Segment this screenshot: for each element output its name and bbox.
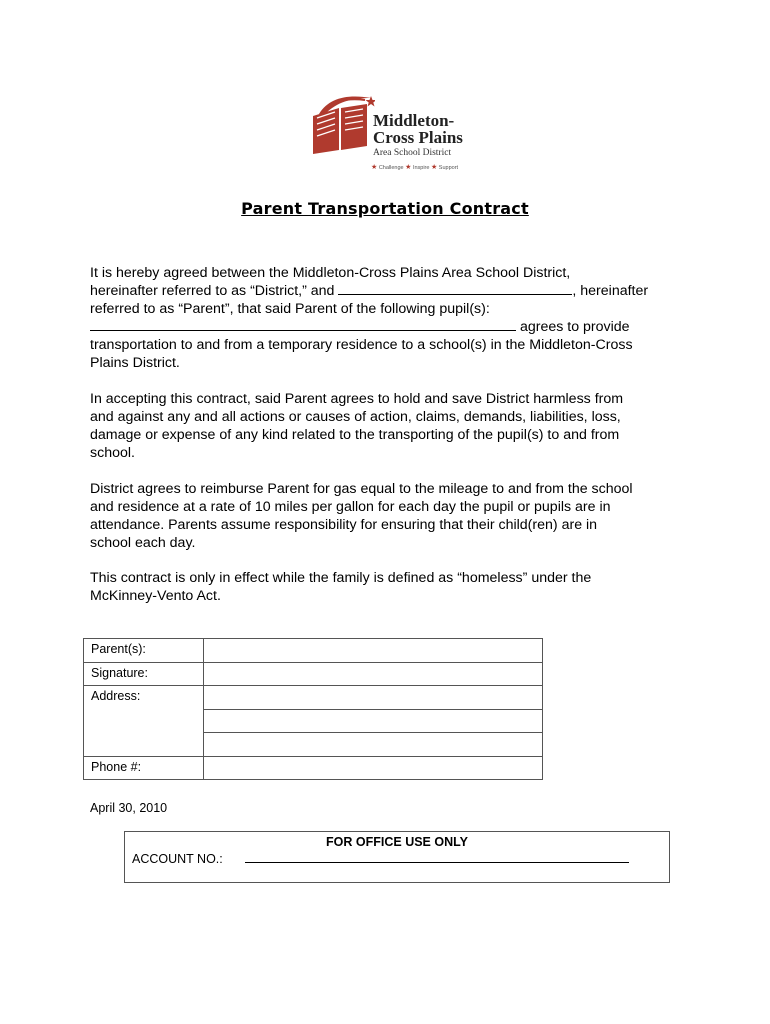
phone-field[interactable] bbox=[204, 756, 543, 780]
parents-field[interactable] bbox=[204, 639, 543, 663]
liability-paragraph: In accepting this contract, said Parent agrees to hold and save District harmless from and against any and all actions or causes of action, claims, demands, liabilities, loss, damage or expense of any kind related to the transporting of the pupil(s) to and from school. bbox=[90, 391, 624, 461]
star-icon: ★ bbox=[430, 164, 438, 171]
star-icon: ★ bbox=[405, 164, 412, 171]
logo-wordmark: Middleton- Cross Plains bbox=[373, 111, 463, 147]
homeless-clause-paragraph: This contract is only in effect while the family is defined as “homeless” under the McKinney-Vento Act. bbox=[90, 570, 592, 604]
agreement-paragraph: It is hereby agreed between the Middleton-Cross Plains Area School District, hereinafter referred to as “District,” and , hereinafter referred to as “Parent”, that said Parent of the following pupil(s): agrees to provide transportation to and from a temporary residence to a school(s) in the Middleton-Cross Plains District. bbox=[90, 265, 649, 371]
address-field-line2[interactable] bbox=[204, 709, 543, 733]
parents-label: Parent(s): bbox=[84, 639, 204, 663]
table-row bbox=[84, 639, 543, 663]
signature-label: Signature: bbox=[84, 662, 204, 686]
office-use-title: FOR OFFICE USE ONLY bbox=[326, 835, 468, 849]
address-field-line3[interactable] bbox=[204, 733, 543, 757]
star-icon: ★ bbox=[371, 164, 378, 171]
book-logo-icon bbox=[305, 94, 375, 154]
logo-tagline: ★ Challenge ★ Inspire ★ Support bbox=[371, 164, 459, 171]
district-party-blank[interactable] bbox=[338, 282, 572, 295]
signature-field[interactable] bbox=[204, 662, 543, 686]
account-number-field[interactable] bbox=[245, 862, 629, 863]
document-date: April 30, 2010 bbox=[90, 801, 168, 815]
pupil-names-blank[interactable] bbox=[90, 318, 516, 331]
table-row bbox=[84, 756, 543, 780]
reimbursement-paragraph: District agrees to reimburse Parent for gas equal to the mileage to and from the school and residence at a rate of 10 miles per gallon for each day the pupil or pupils are in attendance. Parents assume responsibility for ensuring that their child(ren) are in school each day. bbox=[90, 481, 633, 551]
district-logo bbox=[305, 88, 475, 174]
address-field-line1[interactable] bbox=[204, 686, 543, 710]
logo-subtitle: Area School District bbox=[373, 148, 452, 158]
address-label: Address: bbox=[84, 686, 204, 757]
office-use-box bbox=[124, 831, 670, 883]
parent-info-table bbox=[83, 638, 543, 780]
phone-label: Phone #: bbox=[84, 756, 204, 780]
table-row bbox=[84, 686, 543, 710]
account-number-label: ACCOUNT NO.: bbox=[132, 852, 223, 866]
page-title: Parent Transportation Contract bbox=[241, 199, 529, 218]
table-row bbox=[84, 662, 543, 686]
